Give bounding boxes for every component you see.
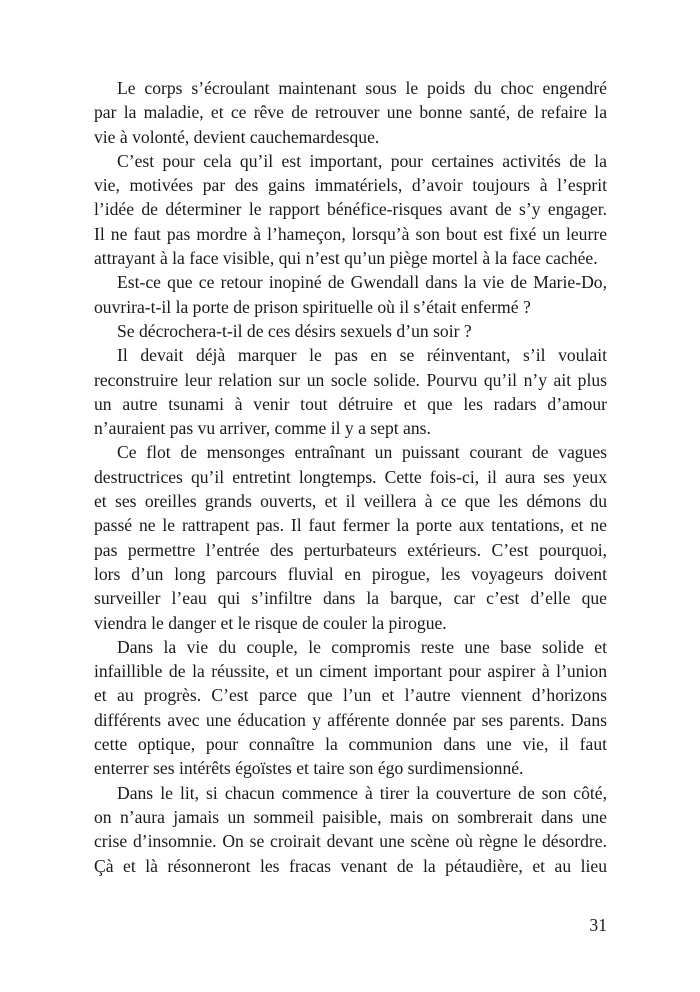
text-line: vie à volonté, devient cauchemardesque. [94,126,380,147]
paragraph [94,343,607,440]
text-line: un autre tsunami à venir tout détruire et que les radars d’amour [94,393,607,414]
text-line: l’idée de déterminer le rapport bénéfice-risques avant de s’y engager. [94,199,607,220]
text-line: ouvrira-t-il la porte de prison spirituelle où il s’était enfermé ? [94,296,531,317]
text-line: pas permettre l’entrée des perturbateurs extérieurs. C’est pourquoi, [94,539,607,560]
paragraph [94,781,607,878]
page-number: 31 [589,915,607,935]
text-line: et ses oreilles grands ouverts, et il veillera à ce que les démons du [94,491,607,512]
text-line: différents avec une éducation y afférente donnée par ses parents. Dans [94,709,607,730]
text-line: enterrer ses intérêts égoïstes et taire son égo surdimensionné. [94,758,524,779]
paragraph [94,270,607,319]
text-line: on n’aura jamais un sommeil paisible, mais on sombrerait dans une [94,806,607,827]
text-line: lors d’un long parcours fluvial en pirogue, les voyageurs doivent [94,563,607,584]
text-line: Dans la vie du couple, le compromis reste une base solide et [117,636,607,657]
text-line: Çà et là résonneront les fracas venant de la pétaudière, et au lieu [94,855,607,876]
text-line: cette optique, pour connaître la communion dans une vie, il faut [94,734,607,755]
text-line: et au progrès. C’est parce que l’un et l’autre viennent d’horizons [94,685,607,706]
paragraph [94,149,607,270]
text-line: Est-ce que ce retour inopiné de Gwendall dans la vie de Marie-Do, [117,272,607,293]
text-line: Se décrochera-t-il de ces désirs sexuels d’un soir ? [117,320,472,341]
text-line: infaillible de la réussite, et un ciment important pour aspirer à l’union [94,661,607,682]
text-line: Le corps s’écroulant maintenant sous le poids du choc engendré [117,78,607,98]
text-line: destructrices qu’il entretint longtemps. Cette fois-ci, il aura ses yeux [94,466,607,487]
paragraph [94,319,607,343]
body-text [94,76,607,878]
text-line: reconstruire leur relation sur un socle solide. Pourvu qu’il n’y ait plus [94,369,607,390]
text-line: n’auraient pas vu arriver, comme il y a sept ans. [94,418,431,439]
paragraph [94,635,607,781]
text-line: surveiller l’eau qui s’infiltre dans la barque, car c’est d’elle que [94,588,607,609]
paragraph [94,76,607,149]
text-line: Dans le lit, si chacun commence à tirer la couverture de son côté, [117,782,607,803]
paragraph [94,440,607,634]
text-line: crise d’insomnie. On se croirait devant une scène où règne le désordre. [94,831,607,852]
text-line: Ce flot de mensonges entraînant un puissant courant de vagues [117,442,607,463]
text-line: attrayant à la face visible, qui n’est qu’un piège mortel à la face cachée. [94,248,598,269]
text-line: viendra le danger et le risque de couler la pirogue. [94,612,447,633]
text-line: par la maladie, et ce rêve de retrouver une bonne santé, de refaire la [94,102,607,123]
text-line: Il devait déjà marquer le pas en se réinventant, s’il voulait [117,345,607,366]
text-line: C’est pour cela qu’il est important, pour certaines activités de la [117,150,607,171]
text-line: Il ne faut pas mordre à l’hameçon, lorsqu’à son bout est fixé un leurre [94,223,607,244]
text-line: passé ne le rattrapent pas. Il faut fermer la porte aux tentations, et ne [94,515,607,536]
text-line: vie, motivées par des gains immatériels, d’avoir toujours à l’esprit [94,175,607,196]
